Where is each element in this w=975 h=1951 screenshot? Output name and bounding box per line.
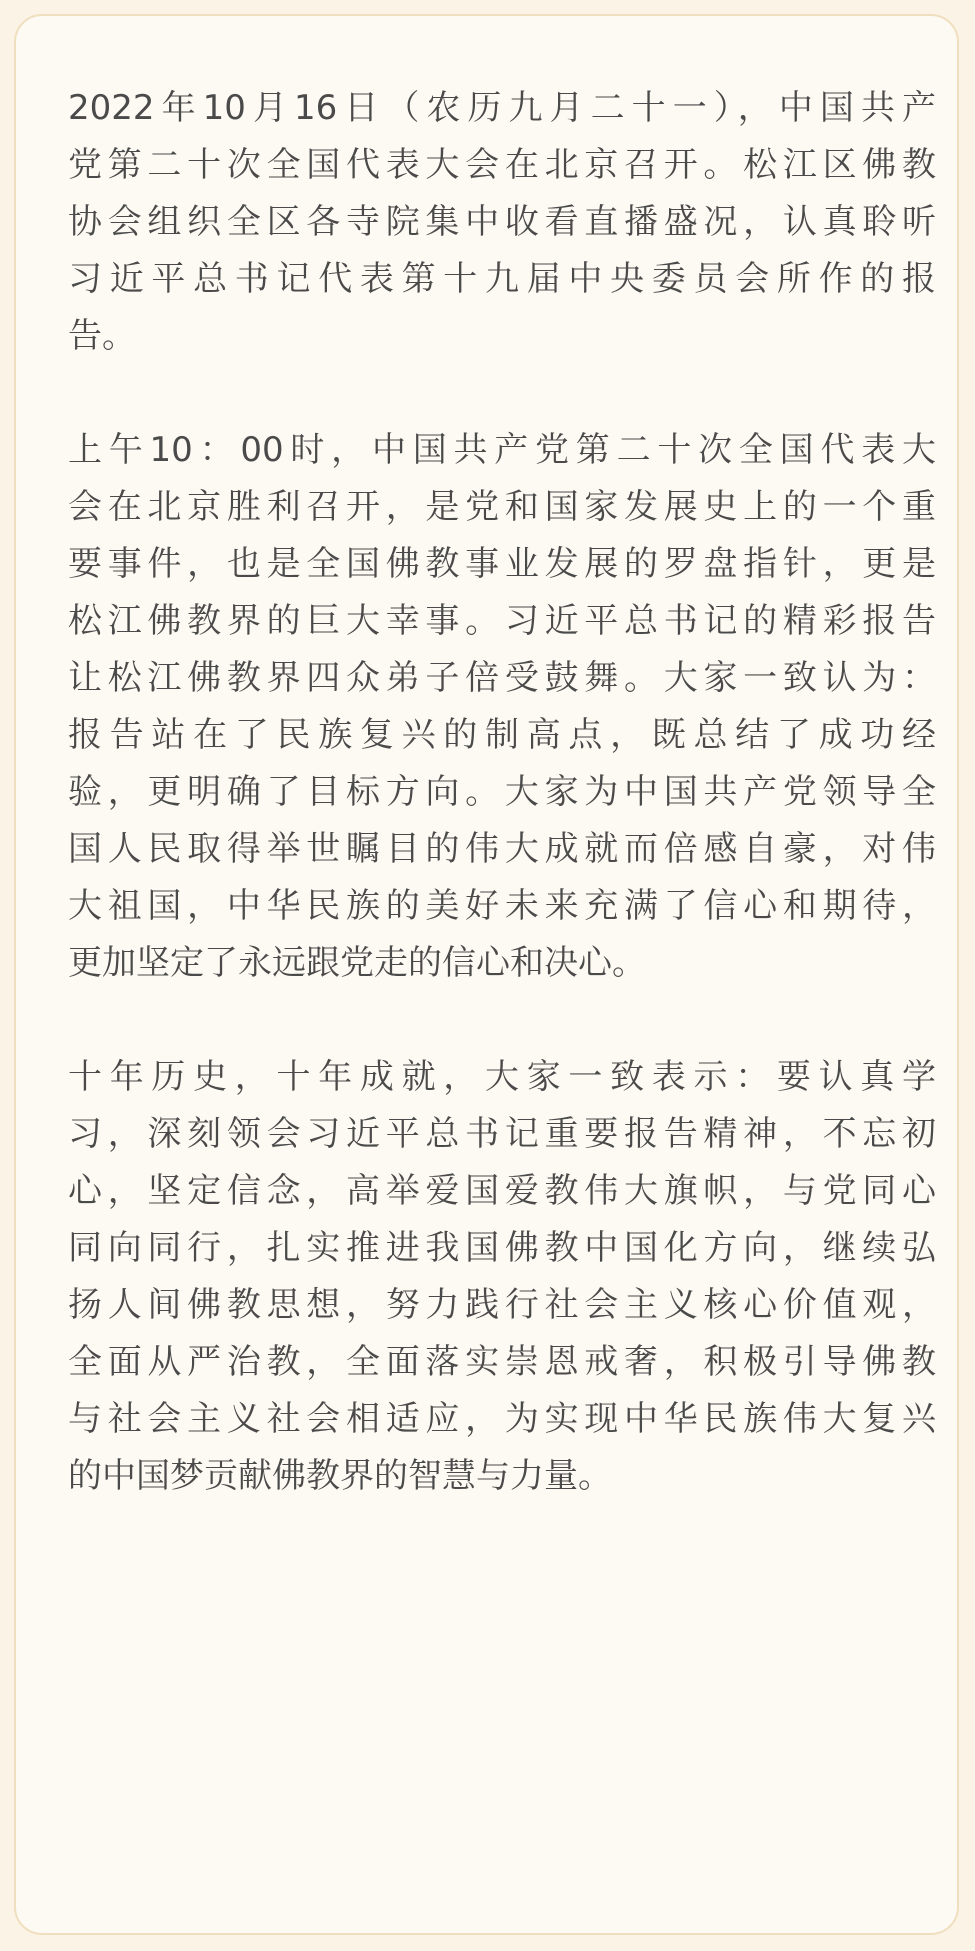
paragraph-3-line-8: 的中国梦贡献佛教界的智慧与力量。: [68, 1456, 612, 1496]
paragraph-1-line-4: 习近平总书记代表第十九届中央委员会所作的报: [68, 259, 936, 299]
paragraph-3-line-7: 与社会主义社会相适应，为实现中华民族伟大复兴: [68, 1399, 936, 1439]
paragraph-3-line-3: 心，坚定信念，高举爱国爱教伟大旗帜，与党同心: [68, 1171, 936, 1211]
paragraph-2-line-8: 国人民取得举世瞩目的伟大成就而倍感自豪，对伟: [68, 829, 936, 869]
paragraph-2-line-4: 松江佛教界的巨大幸事。习近平总书记的精彩报告: [68, 601, 936, 641]
paragraph-1-line-2: 党第二十次全国代表大会在北京召开。松江区佛教: [68, 145, 936, 185]
article-card: [14, 14, 959, 1935]
paragraph-2-line-1: 上午10：00时，中国共产党第二十次全国代表大: [68, 430, 936, 470]
paragraph-2-line-2: 会在北京胜利召开，是党和国家发展史上的一个重: [68, 487, 936, 527]
paragraph-3-line-2: 习，深刻领会习近平总书记重要报告精神，不忘初: [68, 1114, 936, 1154]
paragraph-3-line-6: 全面从严治教，全面落实崇恩戒奢，积极引导佛教: [68, 1342, 936, 1382]
paragraph-3-line-5: 扬人间佛教思想，努力践行社会主义核心价值观，: [68, 1285, 936, 1325]
paragraph-2-line-6: 报告站在了民族复兴的制高点，既总结了成功经: [68, 715, 936, 755]
paragraph-2-line-3: 要事件，也是全国佛教事业发展的罗盘指针，更是: [68, 544, 936, 584]
paragraph-1-line-1: 2022年10月16日（农历九月二十一），中国共产: [68, 88, 936, 128]
paragraph-2-line-7: 验，更明确了目标方向。大家为中国共产党领导全: [68, 772, 936, 812]
paragraph-1-line-5: 告。: [68, 316, 136, 356]
paragraph-3-line-4: 同向同行，扎实推进我国佛教中国化方向，继续弘: [68, 1228, 936, 1268]
paragraph-2-line-9: 大祖国，中华民族的美好未来充满了信心和期待，: [68, 886, 936, 926]
paragraph-1-line-3: 协会组织全区各寺院集中收看直播盛况，认真聆听: [68, 202, 936, 242]
paragraph-2-line-5: 让松江佛教界四众弟子倍受鼓舞。大家一致认为：: [68, 658, 936, 698]
paragraph-2-line-10: 更加坚定了永远跟党走的信心和决心。: [68, 943, 646, 983]
paragraph-3-line-1: 十年历史，十年成就，大家一致表示：要认真学: [68, 1057, 936, 1097]
